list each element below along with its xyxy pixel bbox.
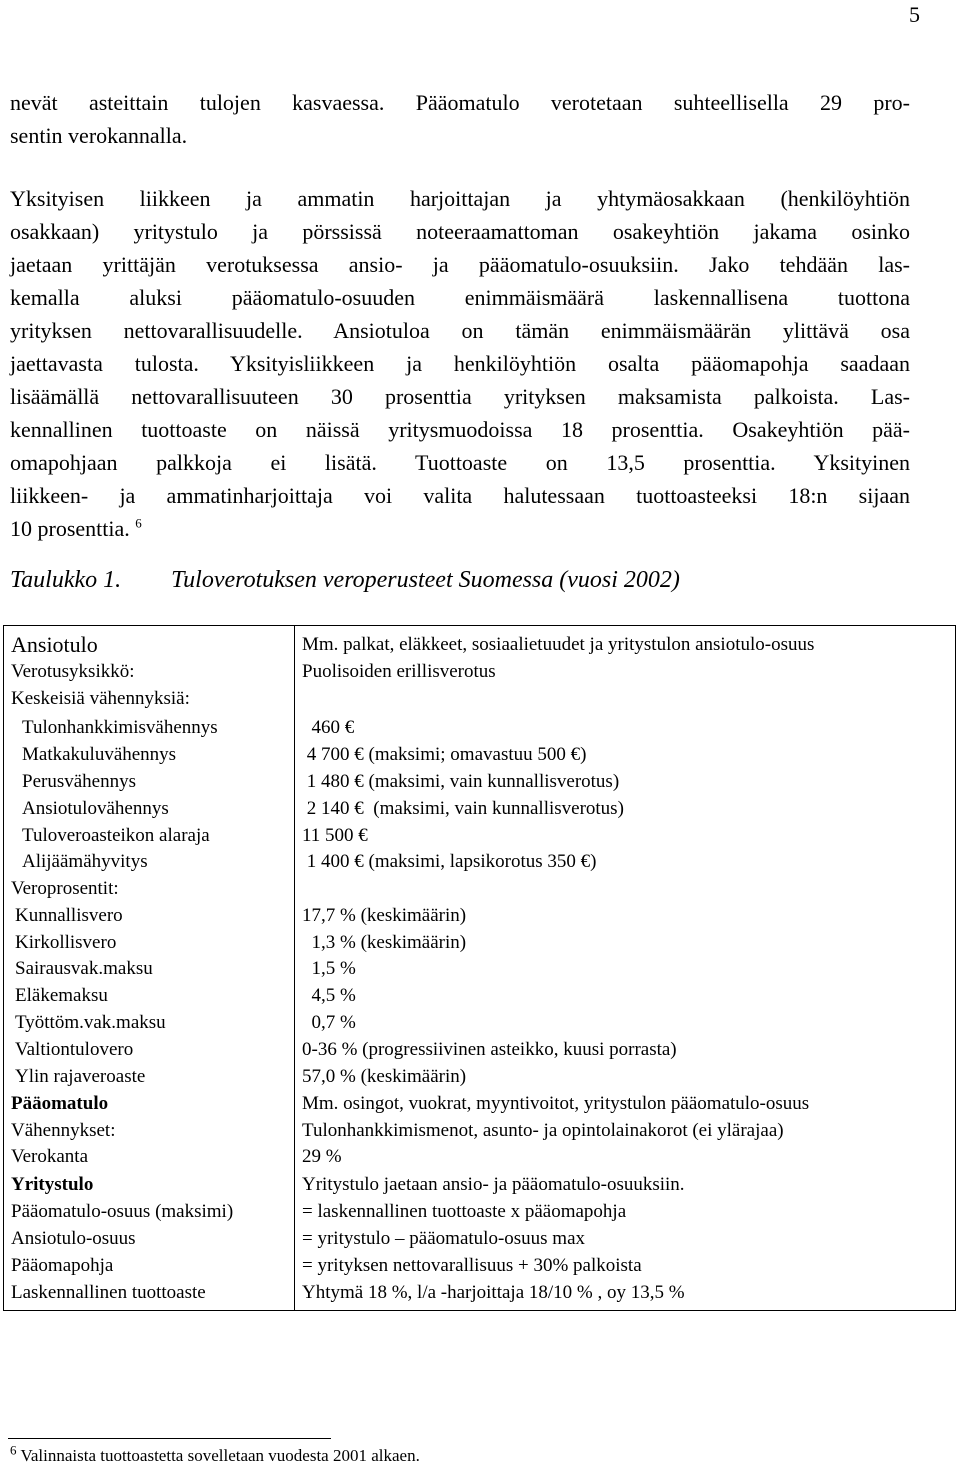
table-row: [4, 1198, 955, 1225]
row-value: 0-36 % (progressiivinen asteikko, kuusi porrasta): [302, 1039, 677, 1060]
text-line: jaetaan yrittäjän verotuksessa ansio- ja pääomatulo-osuuksiin. Jako tehdään las-: [10, 252, 910, 277]
row-value: 1 480 € (maksimi, vain kunnallisverotus): [302, 771, 620, 792]
row-value: 4,5 %: [302, 985, 356, 1006]
row-value: Yritystulo jaetaan ansio- ja pääomatulo-osuuksiin.: [302, 1174, 685, 1195]
section-heading-business-income: Yritystulo: [11, 1174, 94, 1195]
table-row: [4, 1009, 955, 1036]
table-row: [4, 1117, 955, 1144]
row-value: Yhtymä 18 %, l/a -harjoittaja 18/10 % , oy 13,5 %: [302, 1282, 685, 1303]
text-line: osakkaan) yritystulo ja pörssissä noteeraamattoman osakeyhtiön jakama osinko: [10, 219, 910, 244]
footnote-separator: [8, 1438, 331, 1439]
table-caption: [10, 567, 680, 594]
text-line: kemalla aluksi pääomatulo-osuuden enimmäismäärä laskennallisena tuottona: [10, 285, 910, 310]
caption-title: Tuloverotuksen veroperusteet Suomessa (vuosi 2002): [171, 567, 680, 593]
text-line: jaettavasta tulosta. Yksityisliikkeen ja henkilöyhtiön osalta pääomapohja saadaan: [10, 351, 910, 376]
table-row: [4, 848, 955, 875]
row-label: Eläkemaksu: [15, 985, 108, 1006]
row-value: 4 700 € (maksimi; omavastuu 500 €): [302, 744, 587, 765]
text-line: liikkeen- ja ammatinharjoittaja voi valita halutessaan tuottoasteeksi 18:n sijaan: [10, 483, 910, 508]
table-row: [4, 875, 955, 902]
table-row: [4, 1036, 955, 1063]
caption-label: Taulukko 1.: [10, 567, 122, 593]
row-value: 2 140 € (maksimi, vain kunnallisverotus): [302, 798, 624, 819]
row-label: Keskeisiä vähennyksiä:: [11, 688, 190, 709]
tax-table: [3, 625, 956, 1311]
page-number: 5: [909, 2, 920, 27]
footnote-reference[interactable]: 6: [135, 515, 142, 531]
footnote: [10, 1442, 420, 1466]
table-row: [4, 768, 955, 795]
table-row: [4, 1143, 955, 1170]
table-row: [4, 1063, 955, 1090]
row-value: 17,7 % (keskimäärin): [302, 905, 467, 926]
text-line: yrityksen nettovarallisuudelle. Ansiotuloa on tämän enimmäismäärän ylittävä osa: [10, 318, 910, 343]
row-label: Tuloveroasteikon alaraja: [22, 825, 210, 846]
table-row: [4, 1090, 955, 1117]
table-row: [4, 1171, 955, 1198]
row-label: Kunnallisvero: [15, 905, 123, 926]
row-label: Sairausvak.maksu: [15, 958, 153, 979]
row-value: 29 %: [302, 1146, 342, 1167]
row-value: Mm. palkat, eläkkeet, sosiaalietuudet ja yritystulon ansiotulo-osuus: [302, 634, 815, 655]
text-line-last-content: 10 prosenttia.: [10, 516, 130, 541]
paragraph-business-income: [10, 182, 910, 545]
text-line: sentin verokannalla.: [10, 123, 188, 148]
text-line: kennallinen tuottoaste on näissä yritysmuodoissa 18 prosenttia. Osakeyhtiön pää-: [10, 417, 910, 442]
table-row: [4, 982, 955, 1009]
row-value: Puolisoiden erillisverotus: [302, 661, 496, 682]
table-row: [4, 631, 955, 658]
row-label: Alijäämähyvitys: [22, 851, 148, 872]
footnote-text: Valinnaista tuottoastetta sovelletaan vuodesta 2001 alkaen.: [20, 1446, 420, 1465]
table-row: [4, 955, 955, 982]
table-row: [4, 902, 955, 929]
row-label: Ansiotulovähennys: [22, 798, 169, 819]
table-row: [4, 685, 955, 712]
row-value: 57,0 % (keskimäärin): [302, 1066, 467, 1087]
row-label: Verokanta: [11, 1146, 89, 1167]
table-row: [4, 1225, 955, 1252]
row-value: 1,3 % (keskimäärin): [302, 932, 467, 953]
row-value: = yrityksen nettovarallisuus + 30% palkoista: [302, 1255, 642, 1276]
table-row: [4, 929, 955, 956]
row-label: Verotusyksikkö:: [11, 661, 135, 682]
table-row: [4, 658, 955, 685]
row-value: 1,5 %: [302, 958, 356, 979]
row-label: Työttöm.vak.maksu: [15, 1012, 166, 1033]
row-label: Vähennykset:: [11, 1120, 116, 1141]
row-label: Ylin rajaveroaste: [15, 1066, 146, 1087]
table-row: [4, 741, 955, 768]
row-value: 11 500 €: [302, 825, 368, 846]
section-heading-earned-income: Ansiotulo: [11, 632, 98, 657]
row-label: Valtiontulovero: [15, 1039, 134, 1060]
text-line-last: [10, 512, 910, 545]
table-row: [4, 1279, 955, 1306]
table-row: [4, 795, 955, 822]
row-value: 460 €: [302, 717, 355, 738]
row-value: Mm. osingot, vuokrat, myyntivoitot, yritystulon pääomatulo-osuus: [302, 1093, 810, 1114]
row-label: Matkakuluvähennys: [22, 744, 177, 765]
row-value: = yritystulo – pääomatulo-osuus max: [302, 1228, 586, 1249]
row-label: Perusvähennys: [22, 771, 136, 792]
row-label: Laskennallinen tuottoaste: [11, 1282, 206, 1303]
row-label: Veroprosentit:: [11, 878, 119, 899]
row-value: = laskennallinen tuottoaste x pääomapohja: [302, 1201, 627, 1222]
text-line: nevät asteittain tulojen kasvaessa. Pääomatulo verotetaan suhteellisella 29 pro-: [10, 90, 910, 115]
row-label: Ansiotulo-osuus: [11, 1228, 136, 1249]
paragraph-continuation: [10, 86, 910, 152]
row-value: Tulonhankkimismenot, asunto- ja opintolainakorot (ei ylärajaa): [302, 1120, 784, 1141]
row-label: Tulonhankkimisvähennys: [22, 717, 218, 738]
row-label: Kirkollisvero: [15, 932, 117, 953]
section-heading-capital-income: Pääomatulo: [11, 1093, 109, 1114]
text-line: Yksityisen liikkeen ja ammatin harjoittajan ja yhtymäosakkaan (henkilöyhtiön: [10, 186, 910, 211]
row-label: Pääomatulo-osuus (maksimi): [11, 1201, 234, 1222]
text-line: omapohjaan palkkoja ei lisätä. Tuottoaste on 13,5 prosenttia. Yksityinen: [10, 450, 910, 475]
row-value: 0,7 %: [302, 1012, 356, 1033]
row-value: 1 400 € (maksimi, lapsikorotus 350 €): [302, 851, 597, 872]
row-label: Pääomapohja: [11, 1255, 114, 1276]
table-row: [4, 822, 955, 849]
table-row: [4, 1252, 955, 1279]
footnote-marker: 6: [10, 1442, 17, 1458]
text-line: lisäämällä nettovarallisuuteen 30 prosenttia yrityksen maksamista palkoista. Las-: [10, 384, 910, 409]
table-row: [4, 714, 955, 741]
